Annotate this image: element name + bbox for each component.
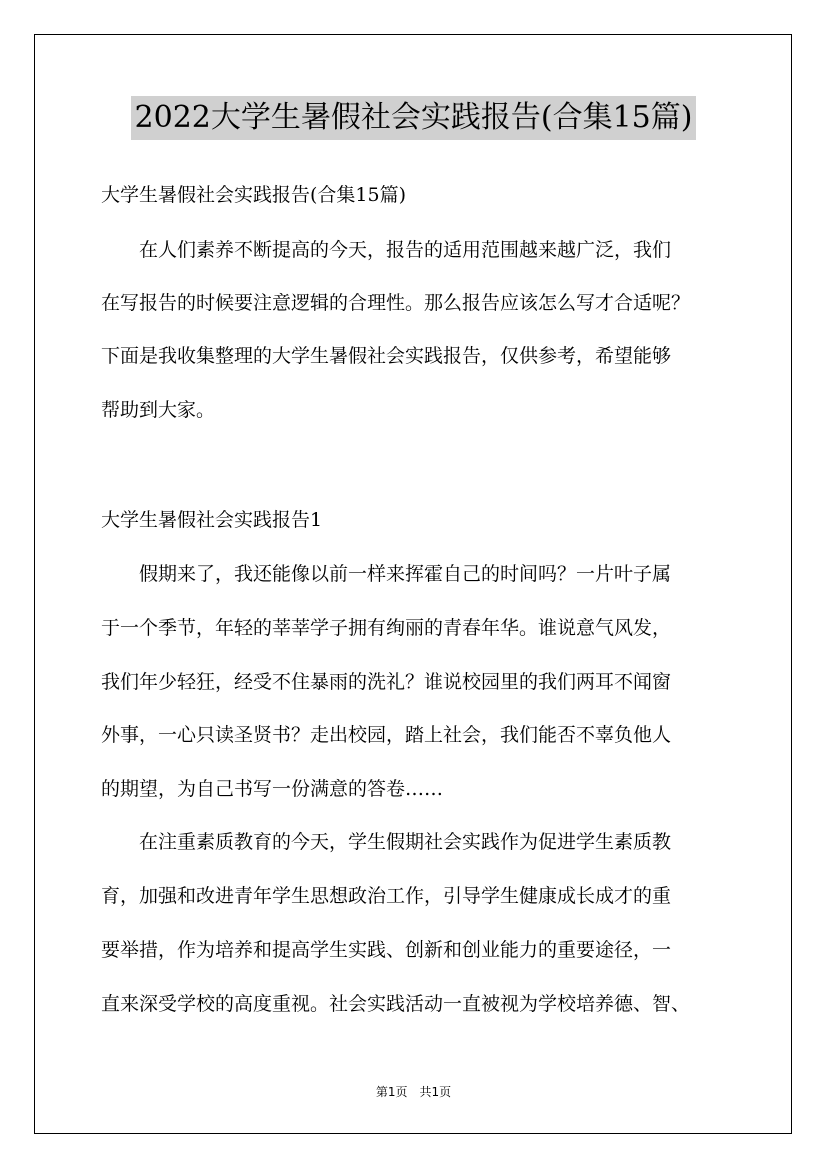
paragraph1-line-3: 我们年少轻狂，经受不住暴雨的洗礼？谁说校园里的我们两耳不闻窗 — [101, 671, 672, 693]
paragraph2-line-2: 育，加强和改进青年学生思想政治工作，引导学生健康成长成才的重 — [101, 885, 672, 907]
paragraph1-line-2: 于一个季节，年轻的莘莘学子拥有绚丽的青春年华。谁说意气风发， — [101, 617, 672, 639]
intro-line-1: 在人们素养不断提高的今天，报告的适用范围越来越广泛，我们 — [101, 239, 672, 261]
paragraph1-line-1: 假期来了，我还能像以前一样来挥霍自己的时间吗？一片叶子属 — [101, 563, 672, 585]
paragraph1-line-5: 的期望，为自己书写一份满意的答卷…… — [101, 778, 444, 800]
intro-line-2: 在写报告的时候要注意逻辑的合理性。那么报告应该怎么写才合适呢？ — [101, 292, 691, 314]
paragraph2-line-3: 要举措，作为培养和提高学生实践、创新和创业能力的重要途径，一 — [101, 939, 672, 961]
document-title: 2022大学生暑假社会实践报告(合集15篇) — [131, 96, 697, 140]
section-heading: 大学生暑假社会实践报告1 — [101, 509, 323, 531]
intro-line-3: 下面是我收集整理的大学生暑假社会实践报告，仅供参考，希望能够 — [101, 345, 672, 367]
paragraph2-line-4: 直来深受学校的高度重视。社会实践活动一直被视为学校培养德、智、 — [101, 993, 691, 1015]
paragraph1-line-4: 外事，一心只读圣贤书？走出校园，踏上社会，我们能否不辜负他人 — [101, 724, 672, 746]
document-subtitle: 大学生暑假社会实践报告(合集15篇) — [101, 184, 407, 206]
page-footer: 第1页 共1页 — [375, 1085, 452, 1099]
paragraph2-line-1: 在注重素质教育的今天，学生假期社会实践作为促进学生素质教 — [101, 831, 672, 853]
intro-line-4: 帮助到大家。 — [101, 399, 216, 421]
title-block — [0, 96, 827, 140]
